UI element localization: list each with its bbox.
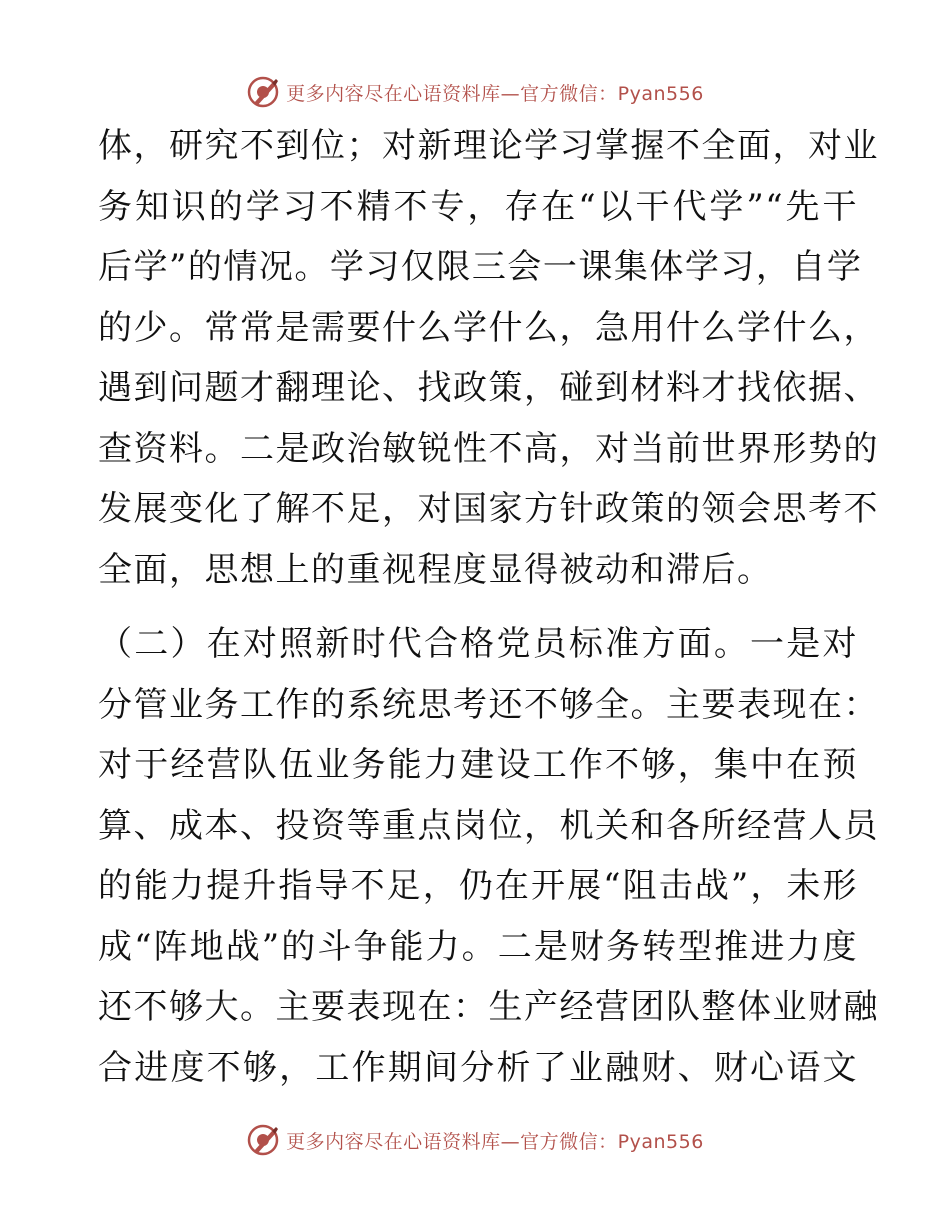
text-line: 后学”的情况。学习仅限三会一课集体学习，自学 [98,247,863,287]
text-line: 务知识的学习不精不专，存在“以干代学”“先干 [98,186,858,227]
watermark-text: 更多内容尽在心语资料库—官方微信：Pyan556 [286,1130,704,1153]
text-line: （二）在对照新时代合格党员标准方面。一是对 [98,624,858,664]
paragraph-2 [98,614,879,1098]
text-line: 的少。常常是需要什么学什么，急用什么学什么， [98,307,879,348]
paragraph-gap [98,600,858,614]
text-line: 对于经营队伍业务能力建设工作不够，集中在预 [98,745,858,785]
pen-logo-icon [246,1123,280,1157]
text-line: 体，研究不到位；对新理论学习掌握不全面，对业 [98,126,879,166]
watermark-footer [0,1118,950,1162]
text-line: 合进度不够，工作期间分析了业融财、财心语文 [98,1047,858,1088]
text-line: 分管业务工作的系统思考还不够全。主要表现在： [98,684,879,725]
text-line: 查资料。二是政治敏锐性不高，对当前世界形势的 [98,428,879,469]
text-line: 的能力提升指导不足，仍在开展“阻击战”，未形 [98,866,858,906]
text-line: 发展变化了解不足，对国家方针政策的领会思考不 [98,489,879,529]
paragraph-1 [98,116,879,600]
document-body [98,116,879,1098]
text-line: 成“阵地战”的斗争能力。二是财务转型推进力度 [98,926,858,967]
text-line: 还不够大。主要表现在：生产经营团队整体业财融 [98,987,879,1027]
watermark-header [0,70,950,114]
text-line: 遇到问题才翻理论、找政策，碰到材料才找依据、 [98,368,879,408]
text-line: 全面，思想上的重视程度显得被动和滞后。 [98,549,773,590]
text-line: 算、成本、投资等重点岗位，机关和各所经营人员 [98,805,879,846]
watermark-text: 更多内容尽在心语资料库—官方微信：Pyan556 [286,82,704,105]
pen-logo-icon [246,75,280,109]
